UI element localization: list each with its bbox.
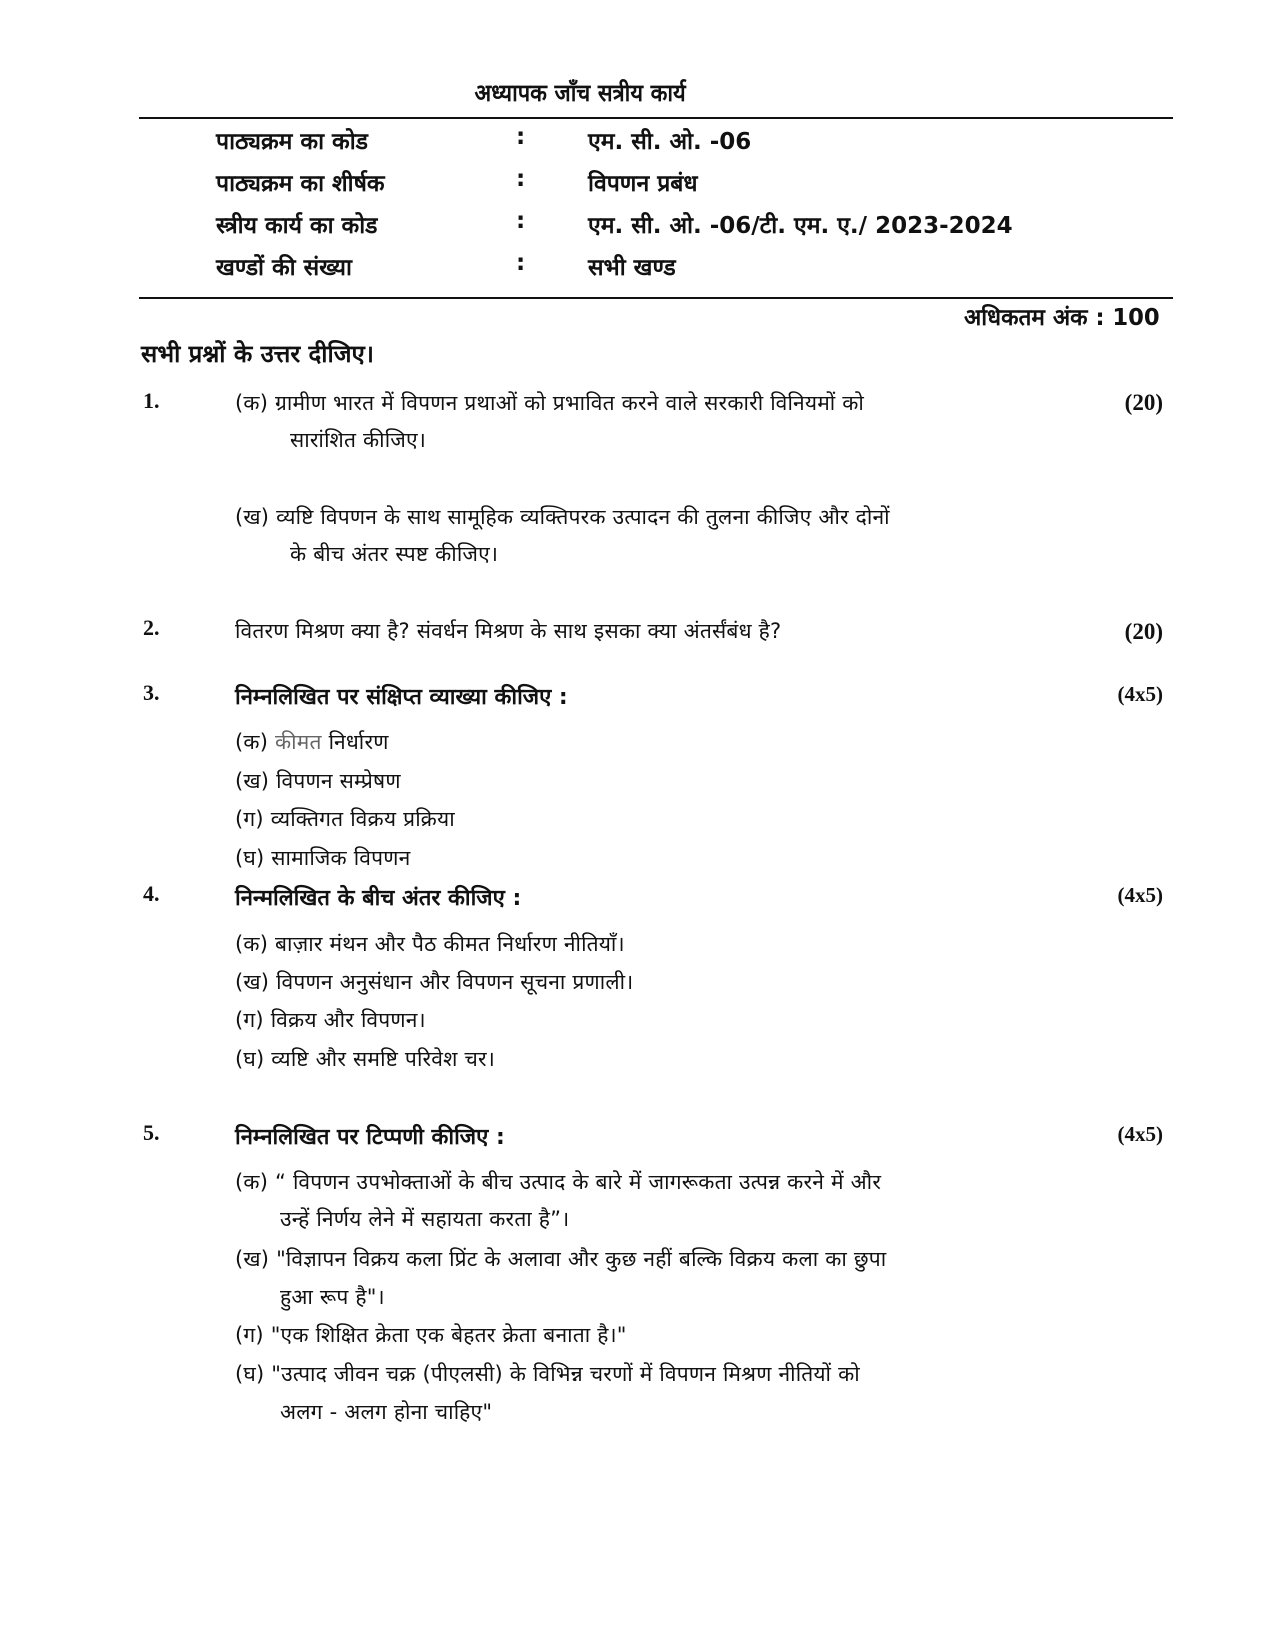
course-title-value: विपणन प्रबंध xyxy=(588,171,698,197)
assignment-code-sep: : xyxy=(516,208,526,234)
question-text: वितरण मिश्रण क्या है? संवर्धन मिश्रण के साथ इसका क्या अंतर्संबंध है? xyxy=(235,619,782,643)
item-text: “ विपणन उपभोक्ताओं के बीच उत्पाद के बारे में जागरूकता उत्पन्न करने में और xyxy=(275,1170,882,1194)
item-text: "उत्पाद जीवन चक्र (पीएलसी) के विभिन्न चरणों में विपणन मिश्रण नीतियों को xyxy=(271,1362,860,1386)
item-text: "विज्ञापन विक्रय कला प्रिंट के अलावा और कुछ नहीं बल्कि विक्रय कला का छुपा xyxy=(276,1247,887,1271)
item-prefix: (घ) xyxy=(235,1362,265,1386)
item-text: सामाजिक विपणन xyxy=(271,846,411,870)
question-number: 1. xyxy=(143,388,160,413)
item-prefix: (घ) xyxy=(235,1047,265,1071)
item-prefix: (ख) xyxy=(235,970,270,994)
blocks-count-label: खण्डों की संख्या xyxy=(216,255,352,281)
course-title-label: पाठ्यक्रम का शीर्षक xyxy=(216,171,385,197)
question-marks: (20) xyxy=(1124,390,1163,415)
question-marks: (20) xyxy=(1124,619,1163,644)
list-item xyxy=(235,1245,886,1273)
item-text: विक्रय और विपणन। xyxy=(270,1008,426,1032)
max-marks: अधिकतम अंक : 100 xyxy=(964,305,1161,331)
list-item xyxy=(235,968,633,996)
item-text: व्यक्तिगत विक्रय प्रक्रिया xyxy=(270,807,455,831)
question-heading: निम्नलिखित पर संक्षिप्त व्याख्या कीजिए : xyxy=(235,685,568,710)
item-prefix: (क) xyxy=(235,1170,269,1194)
item-text: निर्धारण xyxy=(321,730,389,754)
item-prefix: (घ) xyxy=(235,846,265,870)
list-item xyxy=(235,1045,495,1073)
item-text: विपणन सम्प्रेषण xyxy=(276,769,401,793)
question-marks: (4x5) xyxy=(1117,682,1163,706)
item-text: बाज़ार मंथन और पैठ कीमत निर्धारण नीतियाँ। xyxy=(275,932,625,956)
question-number: 2. xyxy=(143,615,160,640)
question-marks: (4x5) xyxy=(1117,883,1163,907)
question-marks: (4x5) xyxy=(1117,1122,1163,1146)
part-text: ग्रामीण भारत में विपणन प्रथाओं को प्रभावित करने वाले सरकारी विनियमों को xyxy=(275,391,865,415)
question-heading: निन्मलिखित के बीच अंतर कीजिए : xyxy=(235,886,522,911)
list-item xyxy=(235,1321,627,1349)
header-bottom-rule xyxy=(139,297,1173,299)
item-prefix: (क) xyxy=(235,730,269,754)
item-text-continued: अलग - अलग होना चाहिए" xyxy=(280,1400,493,1424)
item-prefix: (ग) xyxy=(235,1008,264,1032)
item-text: व्यष्टि और समष्टि परिवेश चर। xyxy=(271,1047,495,1071)
question-number: 5. xyxy=(143,1120,160,1145)
list-item xyxy=(235,805,455,833)
instruction: सभी प्रश्नों के उत्तर दीजिए। xyxy=(141,340,374,368)
list-item xyxy=(235,728,389,756)
blocks-count-value: सभी खण्ड xyxy=(588,255,676,281)
question-part xyxy=(235,389,864,417)
assignment-code-value: एम. सी. ओ. -06/टी. एम. ए./ 2023-2024 xyxy=(588,213,1013,239)
course-code-value: एम. सी. ओ. -06 xyxy=(588,129,752,155)
item-text-continued: उन्हें निर्णय लेने में सहायता करता है”। xyxy=(280,1207,570,1231)
list-item xyxy=(235,930,625,958)
list-item xyxy=(235,1360,860,1388)
item-text: "एक शिक्षित क्रेता एक बेहतर क्रेता बनाता है।" xyxy=(270,1323,627,1347)
part-text-continued: के बीच अंतर स्पष्ट कीजिए। xyxy=(290,542,499,566)
item-text-grey: कीमत xyxy=(275,730,322,754)
part-prefix: (क) xyxy=(235,391,269,415)
item-prefix: (ख) xyxy=(235,769,270,793)
item-prefix: (क) xyxy=(235,932,269,956)
question-part xyxy=(235,503,890,531)
question-number: 4. xyxy=(143,881,160,906)
list-item xyxy=(235,767,401,795)
list-item xyxy=(235,844,410,872)
part-text-continued: सारांशित कीजिए। xyxy=(290,428,426,452)
item-prefix: (ग) xyxy=(235,807,264,831)
item-prefix: (ख) xyxy=(235,1247,270,1271)
part-prefix: (ख) xyxy=(235,505,270,529)
list-item xyxy=(235,1168,881,1196)
item-prefix: (ग) xyxy=(235,1323,264,1347)
part-text: व्यष्टि विपणन के साथ सामूहिक व्यक्तिपरक उत्पादन की तुलना कीजिए और दोनों xyxy=(276,505,890,529)
course-code-label: पाठ्यक्रम का कोड xyxy=(216,129,368,155)
course-code-sep: : xyxy=(516,124,526,150)
item-text-continued: हुआ रूप है"। xyxy=(280,1285,385,1309)
document-title: अध्यापक जाँच सत्रीय कार्य xyxy=(474,79,686,107)
item-text: विपणन अनुसंधान और विपणन सूचना प्रणाली। xyxy=(276,970,634,994)
course-title-sep: : xyxy=(516,166,526,192)
assignment-code-label: स्त्रीय कार्य का कोड xyxy=(216,213,378,239)
list-item xyxy=(235,1006,426,1034)
question-number: 3. xyxy=(143,680,160,705)
blocks-count-sep: : xyxy=(516,250,526,276)
question-heading: निम्नलिखित पर टिप्पणी कीजिए : xyxy=(235,1125,505,1150)
header-top-rule xyxy=(139,117,1173,119)
